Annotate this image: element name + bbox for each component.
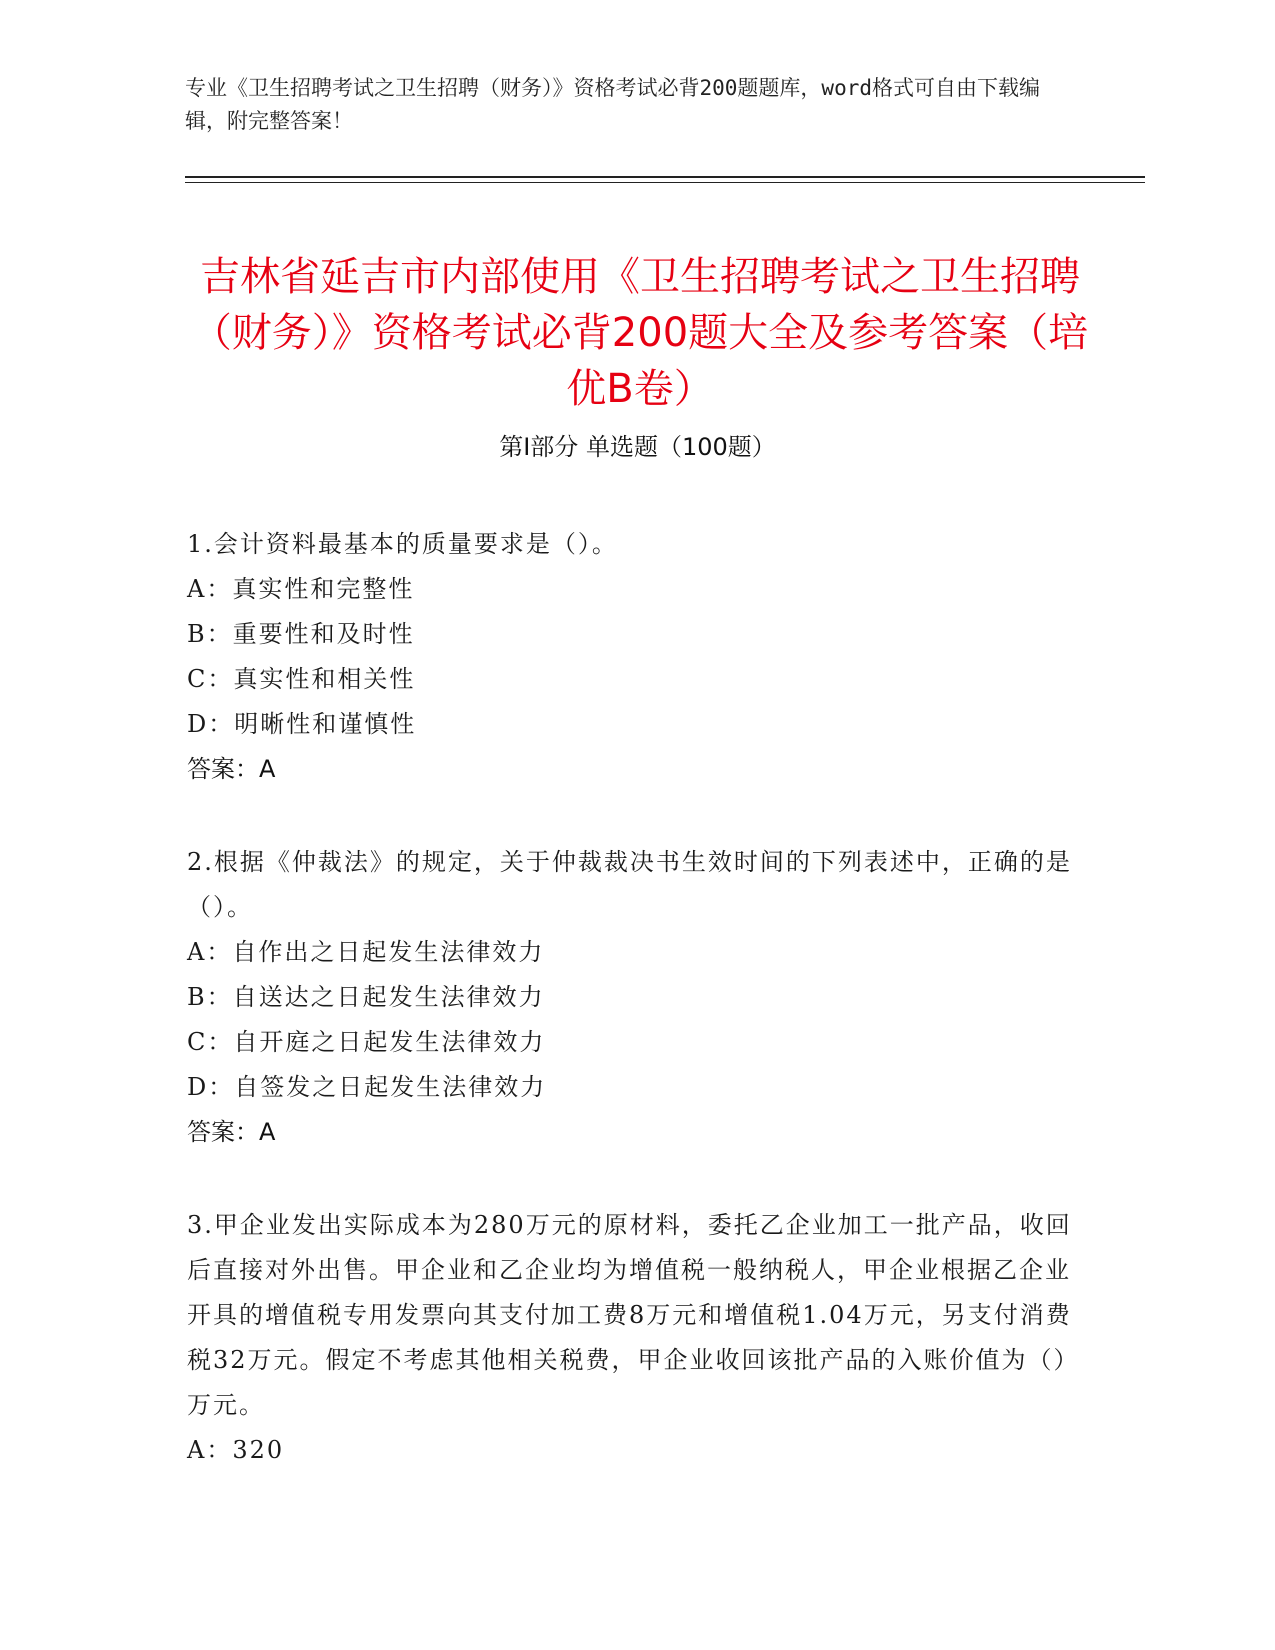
option-b: B：重要性和及时性	[187, 620, 415, 648]
option-c: C：真实性和相关性	[187, 665, 416, 693]
answer: 答案：A	[187, 1118, 276, 1146]
option-a: A：320	[187, 1436, 285, 1464]
option-c: C：自开庭之日起发生法律效力	[187, 1028, 546, 1056]
section-title: 第Ⅰ部分 单选题（100题）	[499, 433, 776, 461]
option-a: A：真实性和完整性	[187, 575, 415, 603]
question-stem: 3.甲企业发出实际成本为280万元的原材料，委托乙企业加工一批产品，收回后直接对外出售。甲企业和乙企业均为增值税一般纳税人，甲企业根据乙企业开具的增值税专用发票向其支付加工费8万元和增值税1.04万元，另支付消费税32万元。假定不考虑其他相关税费，甲企业收回该批产品的入账价值为（）万元。	[187, 1211, 1072, 1419]
option-d: D：明晰性和谨慎性	[187, 710, 417, 738]
question-list	[187, 522, 1077, 1521]
question-3	[187, 1203, 1077, 1473]
question-2	[187, 840, 1077, 1155]
option-b: B：自送达之日起发生法律效力	[187, 983, 545, 1011]
answer: 答案：A	[187, 755, 276, 783]
option-d: D：自签发之日起发生法律效力	[187, 1073, 547, 1101]
question-stem: 2.根据《仲裁法》的规定，关于仲裁裁决书生效时间的下列表述中，正确的是（）。	[187, 848, 1072, 921]
header-divider-thick	[185, 176, 1145, 178]
document-title: 吉林省延吉市内部使用《卫生招聘考试之卫生招聘（财务）》资格考试必背200题大全及参考答案（培优B卷）	[191, 253, 1089, 412]
question-stem: 1.会计资料最基本的质量要求是（）。	[187, 530, 618, 558]
header-divider-thin	[185, 182, 1145, 183]
option-a: A：自作出之日起发生法律效力	[187, 938, 545, 966]
header-note: 专业《卫生招聘考试之卫生招聘（财务）》资格考试必背200题题库，word格式可自由下载编辑，附完整答案！	[185, 76, 1040, 133]
question-1	[187, 522, 1077, 792]
